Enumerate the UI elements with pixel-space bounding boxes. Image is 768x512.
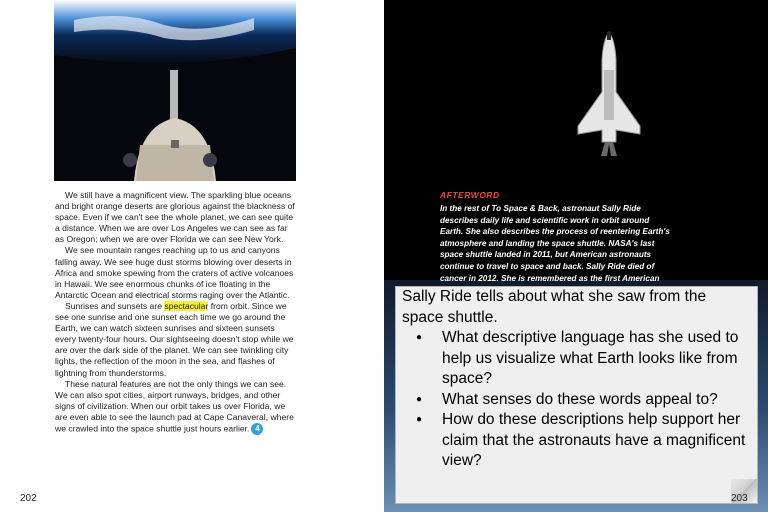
- afterword-text: [440, 203, 680, 284]
- paragraph-3-end: from orbit. Since we see one sunrise and one sunset each time we go around the Earth, we can watch sixteen sunrises and sixteen sunsets every twenty-four hours. Our sightseeing doesn't stop while we are over the dark side of the planet. We can see twinkling city lights, the reflection of the moon in the sea, and flashes of lightning from thunderstorms.: [55, 300, 294, 378]
- page-number-right: 203: [731, 493, 748, 504]
- afterword-line: atmosphere and landing the space shuttle. NASA's last: [440, 238, 655, 248]
- paragraph-3: [55, 301, 297, 379]
- afterword-title: AFTERWORD: [440, 190, 500, 200]
- afterword-line: describes daily life and scientific work in orbit around: [440, 215, 650, 225]
- paragraph-2: We see mountain ranges reaching up to us and canyons falling away. We see huge dust storms blowing over deserts in Africa and smoke spewing from the craters of active volcanoes in Hawaii. We see enormous chunks of ice floating in the Antarctic Ocean and electrical storms raging over the Atlantic.: [55, 245, 294, 300]
- paragraph-1: We still have a magnificent view. The sparkling blue oceans and bright orange deserts are glorious against the blackness of space. Even if we can't see the whole planet, we can see quite a distance. When we are over Los Angeles we can see as far as Oregon; when we are over Florida we can see New York.: [55, 190, 295, 245]
- page-number-left: 202: [20, 493, 37, 504]
- afterword-line: space shuttle landed in 2011, but American astronauts: [440, 250, 652, 260]
- question-item: ● What descriptive language has she used to help us visualize what Earth looks like from space?: [402, 328, 751, 390]
- note-intro: Sally Ride tells about what she saw from the space shuttle.: [402, 288, 707, 326]
- question-note: [395, 286, 758, 504]
- earth-shuttle-photo: [54, 0, 296, 181]
- story-body: [55, 190, 297, 435]
- paragraph-4-text: These natural features are not the only things we can see. We can also spot cities, airport runways, bridges, and other signs of civilization. When our orbit takes us over Florida, we are even able to see the launch pad at Cape Canaveral, where we crawled into the space shuttle just hours earlier.: [55, 378, 294, 434]
- afterword-line: continue to travel to space and back. Sally Ride died of: [440, 261, 655, 271]
- paragraph-4: [55, 379, 297, 435]
- question-item: ● What senses do these words appeal to?: [402, 390, 751, 411]
- question-list: [402, 328, 751, 472]
- paragraph-3-start: Sunrises and sunsets are: [65, 300, 165, 311]
- space-shuttle-image: [574, 30, 644, 160]
- afterword-line: Earth. She also describes the process of reentering Earth's: [440, 227, 670, 237]
- annotation-badge: 4: [251, 423, 263, 435]
- afterword-line: cancer in 2012. She is remembered as the first American: [440, 273, 660, 283]
- highlighted-word: spectacular: [164, 300, 209, 311]
- question-item: ● How do these descriptions help support her claim that the astronauts have a magnificent view?: [402, 410, 751, 472]
- afterword-line: In the rest of To Space & Back, astronaut Sally Ride: [440, 204, 641, 213]
